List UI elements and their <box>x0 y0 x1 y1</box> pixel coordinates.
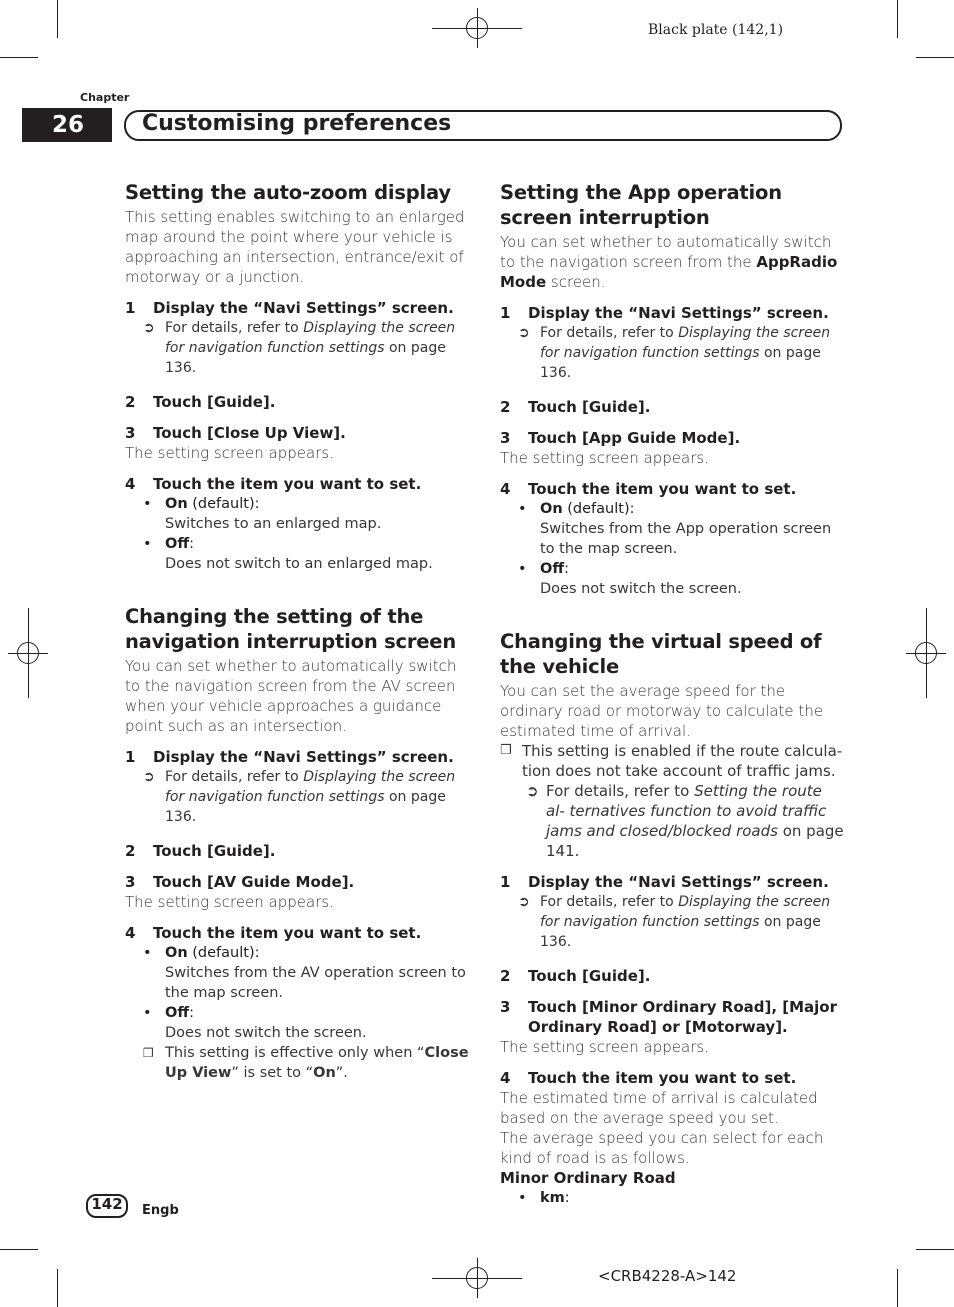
chapter-title: Customising preferences <box>142 111 452 136</box>
reference-note: ➲ For details, refer to Displaying the screen for navigation function settings on page 136. <box>143 320 456 376</box>
reference-link[interactable]: Displaying the screen for navigation function settings <box>165 320 456 356</box>
option-on: • On (default): <box>143 496 260 512</box>
right-column <box>500 180 845 1208</box>
reference-note: ➲ For details, refer to Setting the route al- ternatives function to avoid traffic jams and closed/blocked roads on page 141. <box>526 782 844 860</box>
step-description: The average speed you can select for each kind of road is as follows. <box>500 1129 824 1167</box>
reference-link[interactable]: Displaying the screen for navigation function settings <box>165 769 456 805</box>
bullet-icon: • <box>143 536 152 552</box>
section-title-app-interruption: Setting the App operation screen interruption <box>500 181 782 229</box>
arrow-icon: ➲ <box>143 769 155 785</box>
step-result: The setting screen appears. <box>125 444 334 462</box>
step-2: 2 Touch [Guide]. <box>125 842 276 860</box>
page-number: 142 <box>91 1195 123 1213</box>
section-intro: You can set whether to automatically switch to the navigation screen from the AV screen when your vehicle approaches a guidance point such as an intersection. <box>125 657 457 735</box>
section-title-auto-zoom: Setting the auto-zoom display <box>125 181 451 204</box>
crop-mark <box>897 0 898 38</box>
registration-circle-icon <box>466 1267 488 1289</box>
step-4: 4 Touch the item you want to set. <box>500 480 797 498</box>
option-description: Switches to an enlarged map. <box>165 516 382 532</box>
option-km: • km: <box>518 1190 570 1206</box>
bullet-icon: • <box>518 1190 527 1206</box>
plate-label: Black plate (142,1) <box>648 22 784 38</box>
step-result: The setting screen appears. <box>500 1038 709 1056</box>
checkbox-note-icon: ❒ <box>143 1046 154 1060</box>
step-2: 2 Touch [Guide]. <box>500 398 651 416</box>
option-on: • On (default): <box>518 501 635 517</box>
step-2: 2 Touch [Guide]. <box>500 967 651 985</box>
option-off: • Off: <box>143 1005 194 1021</box>
option-off: • Off: <box>518 561 569 577</box>
step-3: 3 Touch [Minor Ordinary Road], [Major Ordinary Road] or [Motorway]. <box>500 998 838 1036</box>
option-description: Does not switch the screen. <box>540 581 742 597</box>
bullet-icon: • <box>143 1005 152 1021</box>
bullet-icon: • <box>143 496 152 512</box>
reference-note: ➲ For details, refer to Displaying the screen for navigation function settings on page 136. <box>518 894 831 950</box>
arrow-icon: ➲ <box>526 782 539 800</box>
crop-mark <box>897 1269 898 1307</box>
arrow-icon: ➲ <box>518 894 530 910</box>
section-intro: You can set whether to automatically switch to the navigation screen from the AppRadio Mode screen. <box>500 233 838 291</box>
reference-note: ➲ For details, refer to Displaying the screen for navigation function settings on page 136. <box>143 769 456 825</box>
option-description: Switches from the App operation screen to the map screen. <box>540 521 832 557</box>
chapter-number: 26 <box>51 112 84 138</box>
reference-link[interactable]: Setting the route al- ternatives function to avoid traffic jams and closed/blocked roads <box>546 782 827 840</box>
arrow-icon: ➲ <box>143 320 155 336</box>
option-description: Does not switch the screen. <box>165 1025 367 1041</box>
crop-mark <box>57 1269 58 1307</box>
step-4: 4 Touch the item you want to set. <box>125 924 422 942</box>
bullet-icon: • <box>143 945 152 961</box>
step-3: 3 Touch [App Guide Mode]. <box>500 429 741 447</box>
section-intro: You can set the average speed for the ordinary road or motorway to calculate the estimated time of arrival. <box>500 682 824 740</box>
option-description: Does not switch to an enlarged map. <box>165 556 433 572</box>
language-code: Engb <box>142 1203 179 1218</box>
step-4: 4 Touch the item you want to set. <box>500 1069 797 1087</box>
step-1: 1 Display the “Navi Settings” screen. <box>500 304 829 322</box>
arrow-icon: ➲ <box>518 325 530 341</box>
step-1: 1 Display the “Navi Settings” screen. <box>125 299 454 317</box>
step-3: 3 Touch [AV Guide Mode]. <box>125 873 355 891</box>
step-1: 1 Display the “Navi Settings” screen. <box>500 873 829 891</box>
bullet-icon: • <box>518 501 527 517</box>
bullet-icon: • <box>518 561 527 577</box>
reference-note: ➲ For details, refer to Displaying the screen for navigation function settings on page 136. <box>518 325 831 381</box>
step-4: 4 Touch the item you want to set. <box>125 475 422 493</box>
section-title-virtual-speed: Changing the virtual speed of the vehicle <box>500 630 822 678</box>
crop-mark <box>0 1249 38 1250</box>
crop-mark <box>57 0 58 38</box>
crop-mark <box>0 57 38 58</box>
document-code: <CRB4228-A>142 <box>598 1267 737 1285</box>
setting-note: ❒ This setting is enabled if the route calcula- tion does not take account of traffic jams. <box>500 742 843 780</box>
step-1: 1 Display the “Navi Settings” screen. <box>125 748 454 766</box>
crop-mark <box>916 57 954 58</box>
step-result: The setting screen appears. <box>125 893 334 911</box>
registration-circle-icon <box>17 642 39 664</box>
option-on: • On (default): <box>143 945 260 961</box>
option-description: Switches from the AV operation screen to the map screen. <box>165 965 466 1001</box>
reference-link[interactable]: Displaying the screen for navigation function settings <box>540 325 831 361</box>
registration-circle-icon <box>466 17 488 39</box>
step-2: 2 Touch [Guide]. <box>125 393 276 411</box>
crop-mark <box>916 1249 954 1250</box>
road-type-heading: Minor Ordinary Road <box>500 1169 676 1187</box>
left-column <box>125 180 470 1083</box>
section-intro: This setting enables switching to an enlarged map around the point where your vehicle is approaching an intersection, entrance/exit of motorway or a junction. <box>125 208 465 286</box>
step-3: 3 Touch [Close Up View]. <box>125 424 346 442</box>
chapter-label: Chapter <box>80 91 130 104</box>
checkbox-note-icon: ❒ <box>500 743 512 758</box>
registration-circle-icon <box>915 642 937 664</box>
step-result: The setting screen appears. <box>500 449 709 467</box>
setting-note: ❒ This setting is effective only when “Close Up View” is set to “On”. <box>143 1045 469 1081</box>
reference-link[interactable]: Displaying the screen for navigation function settings <box>540 894 831 930</box>
step-description: The estimated time of arrival is calculated based on the average speed you set. <box>500 1089 818 1127</box>
section-title-nav-interruption: Changing the setting of the navigation interruption screen <box>125 605 457 653</box>
option-off: • Off: <box>143 536 194 552</box>
